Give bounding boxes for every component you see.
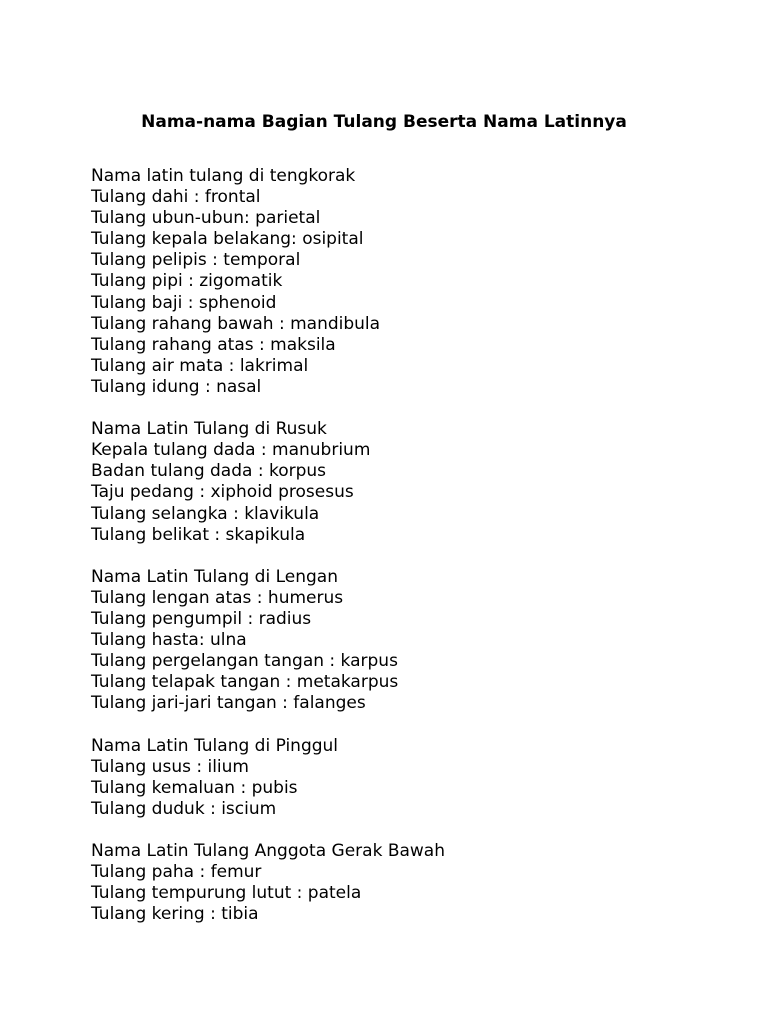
- bone-entry: Tulang pengumpil : radius: [91, 608, 312, 629]
- bone-entry: Tulang kering : tibia: [91, 904, 259, 925]
- bone-entry: Tulang rahang atas : maksila: [91, 334, 336, 355]
- bone-entry: Tulang usus : ilium: [91, 756, 249, 777]
- bone-entry: Tulang jari-jari tangan : falanges: [91, 693, 366, 714]
- section-heading: Nama Latin Tulang di Lengan: [91, 566, 338, 587]
- bone-entry: Tulang rahang bawah : mandibula: [91, 313, 381, 334]
- bone-entry: Tulang ubun-ubun: parietal: [91, 208, 321, 229]
- bone-entry: Tulang duduk : iscium: [91, 798, 277, 819]
- bone-entry: Tulang air mata : lakrimal: [91, 355, 309, 376]
- document-title: Nama-nama Bagian Tulang Beserta Nama Latinnya: [141, 112, 627, 132]
- section-heading: Nama Latin Tulang di Pinggul: [91, 735, 339, 756]
- section-heading: Nama Latin Tulang di Rusuk: [91, 419, 327, 440]
- section-gerak-bawah: [91, 841, 731, 925]
- document-body: [91, 166, 731, 946]
- bone-entry: Tulang belikat : skapikula: [91, 524, 306, 545]
- bone-entry: Tulang pipi : zigomatik: [91, 271, 283, 292]
- bone-entry: Tulang paha : femur: [91, 862, 262, 883]
- bone-entry: Tulang kepala belakang: osipital: [91, 229, 364, 250]
- section-heading: Nama Latin Tulang Anggota Gerak Bawah: [91, 841, 445, 861]
- bone-entry: Kepala tulang dada : manubrium: [91, 440, 371, 461]
- section-tengkorak: [91, 166, 731, 398]
- bone-entry: Tulang tempurung lutut : patela: [91, 883, 362, 904]
- bone-entry: Badan tulang dada : korpus: [91, 461, 327, 482]
- bone-entry: Tulang pergelangan tangan : karpus: [91, 651, 398, 672]
- bone-entry: Tulang lengan atas : humerus: [91, 587, 344, 608]
- bone-entry: Tulang idung : nasal: [91, 376, 262, 397]
- bone-entry: Tulang pelipis : temporal: [91, 250, 301, 271]
- section-lengan: [91, 567, 731, 715]
- section-rusuk: [91, 419, 731, 546]
- bone-entry: Tulang telapak tangan : metakarpus: [91, 672, 399, 693]
- bone-entry: Taju pedang : xiphoid prosesus: [91, 482, 354, 503]
- bone-entry: Tulang hasta: ulna: [91, 630, 247, 651]
- bone-entry: Tulang baji : sphenoid: [91, 292, 277, 313]
- section-heading: Nama latin tulang di tengkorak: [91, 166, 356, 186]
- bone-entry: Tulang kemaluan : pubis: [91, 777, 298, 798]
- section-pinggul: [91, 736, 731, 820]
- bone-entry: Tulang selangka : klavikula: [91, 503, 320, 524]
- bone-entry: Tulang dahi : frontal: [91, 187, 261, 208]
